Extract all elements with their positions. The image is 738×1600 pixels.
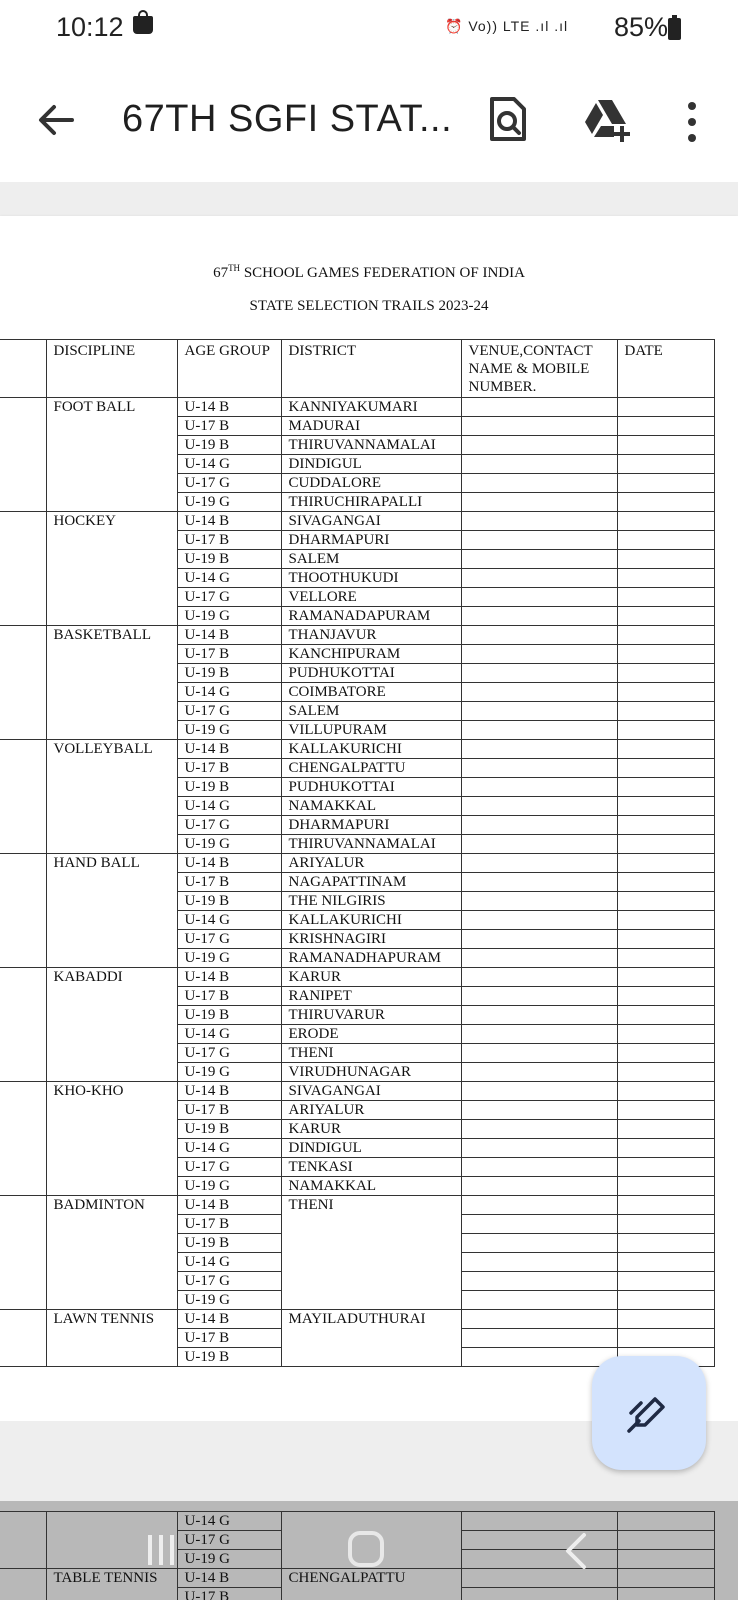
age-group-cell: U-19 B <box>177 1006 281 1025</box>
date-cell <box>617 398 714 417</box>
discipline-cell: KABADDI <box>46 968 177 1082</box>
table-header-row <box>0 340 714 398</box>
venue-cell <box>461 569 617 588</box>
age-group-cell: U-14 B <box>177 1082 281 1101</box>
district-cell: SIVAGANGAI <box>281 512 461 531</box>
date-cell <box>617 1177 714 1196</box>
district-cell: THENI <box>281 1044 461 1063</box>
district-cell: KANCHIPURAM <box>281 645 461 664</box>
heading-superscript: TH <box>228 263 241 273</box>
venue-cell <box>461 436 617 455</box>
date-cell <box>617 474 714 493</box>
document-title: 67TH SGFI STAT... <box>122 98 453 140</box>
age-group-cell: U-14 B <box>177 1569 281 1588</box>
table-cell-blank <box>0 398 46 512</box>
venue-cell <box>461 1025 617 1044</box>
discipline-cell: KHO-KHO <box>46 1082 177 1196</box>
age-group-cell: U-14 G <box>177 1025 281 1044</box>
district-cell: KARUR <box>281 968 461 987</box>
date-cell <box>617 835 714 854</box>
age-group-cell: U-14 G <box>177 569 281 588</box>
district-cell: CHENGALPATTU <box>281 1569 461 1600</box>
district-cell: SALEM <box>281 550 461 569</box>
district-cell: THE NILGIRIS <box>281 892 461 911</box>
district-cell: KRISHNAGIRI <box>281 930 461 949</box>
date-cell <box>617 816 714 835</box>
pen-icon <box>627 1391 671 1435</box>
date-cell <box>617 455 714 474</box>
age-group-cell: U-17 G <box>177 702 281 721</box>
table-cell-blank <box>0 1082 46 1196</box>
date-cell <box>617 892 714 911</box>
date-cell <box>617 607 714 626</box>
age-group-cell: U-17 B <box>177 417 281 436</box>
table-row <box>0 1196 714 1215</box>
venue-cell <box>461 683 617 702</box>
district-cell: RAMANADAPURAM <box>281 607 461 626</box>
venue-cell <box>461 1006 617 1025</box>
age-group-cell: U-19 G <box>177 721 281 740</box>
venue-cell <box>461 873 617 892</box>
discipline-cell: HAND BALL <box>46 854 177 968</box>
venue-cell <box>461 1044 617 1063</box>
discipline-cell: HOCKEY <box>46 512 177 626</box>
date-cell <box>617 1291 714 1310</box>
age-group-cell: U-17 B <box>177 873 281 892</box>
table-cell-blank <box>0 1310 46 1367</box>
age-group-cell: U-19 G <box>177 607 281 626</box>
venue-cell <box>461 1063 617 1082</box>
venue-cell <box>461 987 617 1006</box>
date-cell <box>617 417 714 436</box>
district-cell: KALLAKURICHI <box>281 911 461 930</box>
venue-cell <box>461 1310 617 1329</box>
venue-cell <box>461 1550 617 1569</box>
age-group-cell: U-17 B <box>177 1588 281 1600</box>
column-header: DISTRICT <box>281 340 461 398</box>
age-group-cell: U-17 G <box>177 1044 281 1063</box>
age-group-cell: U-19 G <box>177 1291 281 1310</box>
discipline-cell: BASKETBALL <box>46 626 177 740</box>
selection-table <box>0 339 715 1367</box>
venue-cell <box>461 778 617 797</box>
table-cell-blank <box>0 740 46 854</box>
date-cell <box>617 1006 714 1025</box>
venue-cell <box>461 1215 617 1234</box>
column-header: DISCIPLINE <box>46 340 177 398</box>
nav-back-icon[interactable] <box>560 1531 590 1571</box>
district-cell: DINDIGUL <box>281 455 461 474</box>
age-group-cell: U-19 G <box>177 949 281 968</box>
age-group-cell: U-19 B <box>177 1120 281 1139</box>
district-cell: THIRUVARUR <box>281 1006 461 1025</box>
app-bar <box>0 60 738 182</box>
district-cell: DHARMAPURI <box>281 531 461 550</box>
age-group-cell: U-17 B <box>177 759 281 778</box>
venue-cell <box>461 398 617 417</box>
venue-cell <box>461 1101 617 1120</box>
age-group-cell: U-17 B <box>177 531 281 550</box>
venue-cell <box>461 892 617 911</box>
date-cell <box>617 531 714 550</box>
venue-cell <box>461 1531 617 1550</box>
age-group-cell: U-19 B <box>177 436 281 455</box>
district-cell: CHENGALPATTU <box>281 759 461 778</box>
age-group-cell: U-14 B <box>177 398 281 417</box>
recent-apps-icon[interactable] <box>146 1533 176 1567</box>
age-group-cell: U-19 B <box>177 550 281 569</box>
date-cell <box>617 1310 714 1329</box>
date-cell <box>617 987 714 1006</box>
venue-cell <box>461 1569 617 1588</box>
table-row <box>0 626 714 645</box>
discipline-cell: FOOT BALL <box>46 398 177 512</box>
date-cell <box>617 569 714 588</box>
district-cell: THANJAVUR <box>281 626 461 645</box>
date-cell <box>617 1120 714 1139</box>
district-cell: COIMBATORE <box>281 683 461 702</box>
district-cell: NAMAKKAL <box>281 797 461 816</box>
age-group-cell: U-17 B <box>177 1215 281 1234</box>
district-cell: NAMAKKAL <box>281 1177 461 1196</box>
heading-number: 67 <box>213 265 229 281</box>
table-row <box>0 1569 714 1588</box>
date-cell <box>617 1196 714 1215</box>
table-cell-blank <box>0 512 46 626</box>
district-cell: RANIPET <box>281 987 461 1006</box>
age-group-cell: U-14 G <box>177 1139 281 1158</box>
venue-cell <box>461 550 617 569</box>
venue-cell <box>461 1253 617 1272</box>
status-icons: ⏰ Vo)) LTE .ıl .ıl <box>445 18 569 34</box>
date-cell <box>617 721 714 740</box>
district-cell: KANNIYAKUMARI <box>281 398 461 417</box>
district-cell: THIRUVANNAMALAI <box>281 436 461 455</box>
date-cell <box>617 1025 714 1044</box>
district-cell: VILLUPURAM <box>281 721 461 740</box>
venue-cell <box>461 588 617 607</box>
document-heading-1 <box>0 263 738 282</box>
district-cell: MADURAI <box>281 417 461 436</box>
age-group-cell: U-14 G <box>177 1253 281 1272</box>
date-cell <box>617 683 714 702</box>
table-row <box>0 968 714 987</box>
age-group-cell: U-14 G <box>177 455 281 474</box>
age-group-cell: U-19 B <box>177 892 281 911</box>
venue-cell <box>461 1196 617 1215</box>
table-cell-blank <box>0 854 46 968</box>
date-cell <box>617 512 714 531</box>
age-group-cell: U-17 G <box>177 930 281 949</box>
table-cell-blank <box>0 626 46 740</box>
table-cell-blank <box>0 1569 46 1600</box>
table-cell-blank <box>0 1196 46 1310</box>
age-group-cell: U-14 B <box>177 1196 281 1215</box>
date-cell <box>617 911 714 930</box>
venue-cell <box>461 911 617 930</box>
venue-cell <box>461 1588 617 1600</box>
venue-cell <box>461 949 617 968</box>
district-cell: VELLORE <box>281 588 461 607</box>
date-cell <box>617 1329 714 1348</box>
district-cell: SIVAGANGAI <box>281 1082 461 1101</box>
venue-cell <box>461 1348 617 1367</box>
battery-icon <box>668 18 681 40</box>
age-group-cell: U-19 G <box>177 1550 281 1569</box>
home-icon[interactable] <box>348 1531 384 1567</box>
venue-cell <box>461 512 617 531</box>
district-cell: SALEM <box>281 702 461 721</box>
table-row <box>0 740 714 759</box>
annotate-button[interactable] <box>592 1356 706 1470</box>
venue-cell <box>461 1234 617 1253</box>
discipline-cell: TABLE TENNIS <box>46 1569 177 1600</box>
venue-cell <box>461 645 617 664</box>
date-cell <box>617 493 714 512</box>
date-cell <box>617 1158 714 1177</box>
district-cell: ERODE <box>281 1025 461 1044</box>
age-group-cell: U-14 G <box>177 911 281 930</box>
date-cell <box>617 759 714 778</box>
date-cell <box>617 1531 714 1550</box>
date-cell <box>617 1215 714 1234</box>
age-group-cell: U-17 G <box>177 588 281 607</box>
venue-cell <box>461 626 617 645</box>
district-cell: THIRUCHIRAPALLI <box>281 493 461 512</box>
age-group-cell: U-19 B <box>177 778 281 797</box>
district-cell: DHARMAPURI <box>281 816 461 835</box>
district-cell: MAYILADUTHURAI <box>281 1310 461 1367</box>
age-group-cell: U-19 G <box>177 493 281 512</box>
date-cell <box>617 873 714 892</box>
age-group-cell: U-17 G <box>177 1531 281 1550</box>
date-cell <box>617 550 714 569</box>
date-cell <box>617 797 714 816</box>
date-cell <box>617 968 714 987</box>
venue-cell <box>461 664 617 683</box>
venue-cell <box>461 1158 617 1177</box>
date-cell <box>617 664 714 683</box>
district-cell: TENKASI <box>281 1158 461 1177</box>
age-group-cell: U-14 B <box>177 512 281 531</box>
age-group-cell: U-19 B <box>177 1348 281 1367</box>
age-group-cell: U-17 G <box>177 474 281 493</box>
age-group-cell: U-14 B <box>177 854 281 873</box>
date-cell <box>617 778 714 797</box>
venue-cell <box>461 531 617 550</box>
venue-cell <box>461 1329 617 1348</box>
venue-cell <box>461 721 617 740</box>
pdf-page[interactable] <box>0 216 738 1421</box>
table-row <box>0 854 714 873</box>
venue-cell <box>461 1291 617 1310</box>
district-cell: KARUR <box>281 1120 461 1139</box>
age-group-cell: U-17 B <box>177 987 281 1006</box>
table-row <box>0 1310 714 1329</box>
venue-cell <box>461 835 617 854</box>
document-heading-2: STATE SELECTION TRAILS 2023-24 <box>249 298 489 314</box>
district-cell: THENI <box>281 1196 461 1310</box>
date-cell <box>617 436 714 455</box>
venue-cell <box>461 1512 617 1531</box>
venue-cell <box>461 1082 617 1101</box>
venue-cell <box>461 1177 617 1196</box>
venue-cell <box>461 455 617 474</box>
age-group-cell: U-17 B <box>177 1101 281 1120</box>
age-group-cell: U-17 B <box>177 1329 281 1348</box>
district-cell: VIRUDHUNAGAR <box>281 1063 461 1082</box>
venue-cell <box>461 1139 617 1158</box>
heading-text: SCHOOL GAMES FEDERATION OF INDIA <box>240 265 525 281</box>
district-cell: ARIYALUR <box>281 854 461 873</box>
age-group-cell: U-14 B <box>177 1310 281 1329</box>
date-cell <box>617 1512 714 1531</box>
district-cell: THOOTHUKUDI <box>281 569 461 588</box>
table-row <box>0 398 714 417</box>
district-cell: RAMANADHAPURAM <box>281 949 461 968</box>
venue-cell <box>461 968 617 987</box>
table-cell-blank <box>0 340 46 398</box>
age-group-cell: U-17 G <box>177 816 281 835</box>
column-header: DATE <box>617 340 714 398</box>
district-cell: KALLAKURICHI <box>281 740 461 759</box>
date-cell <box>617 1063 714 1082</box>
date-cell <box>617 1082 714 1101</box>
venue-cell <box>461 474 617 493</box>
date-cell <box>617 1253 714 1272</box>
date-cell <box>617 702 714 721</box>
date-cell <box>617 1569 714 1588</box>
more-options-icon[interactable] <box>682 100 702 144</box>
date-cell <box>617 1101 714 1120</box>
page-gap <box>0 182 738 216</box>
venue-cell <box>461 1272 617 1291</box>
date-cell <box>617 588 714 607</box>
date-cell <box>617 930 714 949</box>
venue-cell <box>461 930 617 949</box>
district-cell: CUDDALORE <box>281 474 461 493</box>
age-group-cell: U-14 B <box>177 740 281 759</box>
date-cell <box>617 1588 714 1600</box>
status-bar <box>0 0 738 60</box>
district-cell: THIRUVANNAMALAI <box>281 835 461 854</box>
discipline-cell: BADMINTON <box>46 1196 177 1310</box>
venue-cell <box>461 816 617 835</box>
age-group-cell: U-14 G <box>177 683 281 702</box>
venue-cell <box>461 1120 617 1139</box>
table-row <box>0 1082 714 1101</box>
venue-cell <box>461 702 617 721</box>
age-group-cell: U-14 G <box>177 1512 281 1531</box>
age-group-cell: U-19 B <box>177 664 281 683</box>
table-cell-blank <box>0 1512 46 1569</box>
discipline-cell: LAWN TENNIS <box>46 1310 177 1367</box>
venue-cell <box>461 493 617 512</box>
age-group-cell: U-17 G <box>177 1158 281 1177</box>
age-group-cell: U-19 G <box>177 1177 281 1196</box>
venue-cell <box>461 607 617 626</box>
table-row <box>0 512 714 531</box>
date-cell <box>617 1044 714 1063</box>
district-cell: PUDHUKOTTAI <box>281 664 461 683</box>
shopping-bag-icon <box>133 16 153 34</box>
date-cell <box>617 645 714 664</box>
age-group-cell: U-14 B <box>177 626 281 645</box>
venue-cell <box>461 417 617 436</box>
battery-percent: 85% <box>614 12 669 42</box>
date-cell <box>617 740 714 759</box>
search-in-document-icon[interactable] <box>488 96 528 142</box>
date-cell <box>617 1550 714 1569</box>
date-cell <box>617 949 714 968</box>
column-header: VENUE,CONTACT NAME & MOBILE NUMBER. <box>461 340 617 398</box>
status-time: 10:12 <box>56 12 124 42</box>
district-cell: DINDIGUL <box>281 1139 461 1158</box>
date-cell <box>617 1272 714 1291</box>
age-group-cell: U-17 G <box>177 1272 281 1291</box>
date-cell <box>617 854 714 873</box>
age-group-cell: U-19 G <box>177 835 281 854</box>
age-group-cell: U-14 B <box>177 968 281 987</box>
table-row <box>0 1512 714 1531</box>
venue-cell <box>461 759 617 778</box>
add-to-drive-icon[interactable] <box>582 98 632 142</box>
discipline-cell: VOLLEYBALL <box>46 740 177 854</box>
age-group-cell: U-14 G <box>177 797 281 816</box>
district-cell: PUDHUKOTTAI <box>281 778 461 797</box>
back-arrow-icon[interactable] <box>36 100 76 140</box>
table-cell-blank <box>0 968 46 1082</box>
date-cell <box>617 1139 714 1158</box>
venue-cell <box>461 854 617 873</box>
column-header: AGE GROUP <box>177 340 281 398</box>
district-cell: ARIYALUR <box>281 1101 461 1120</box>
date-cell <box>617 1234 714 1253</box>
venue-cell <box>461 740 617 759</box>
date-cell <box>617 626 714 645</box>
venue-cell <box>461 797 617 816</box>
district-cell: NAGAPATTINAM <box>281 873 461 892</box>
age-group-cell: U-17 B <box>177 645 281 664</box>
age-group-cell: U-19 G <box>177 1063 281 1082</box>
age-group-cell: U-19 B <box>177 1234 281 1253</box>
